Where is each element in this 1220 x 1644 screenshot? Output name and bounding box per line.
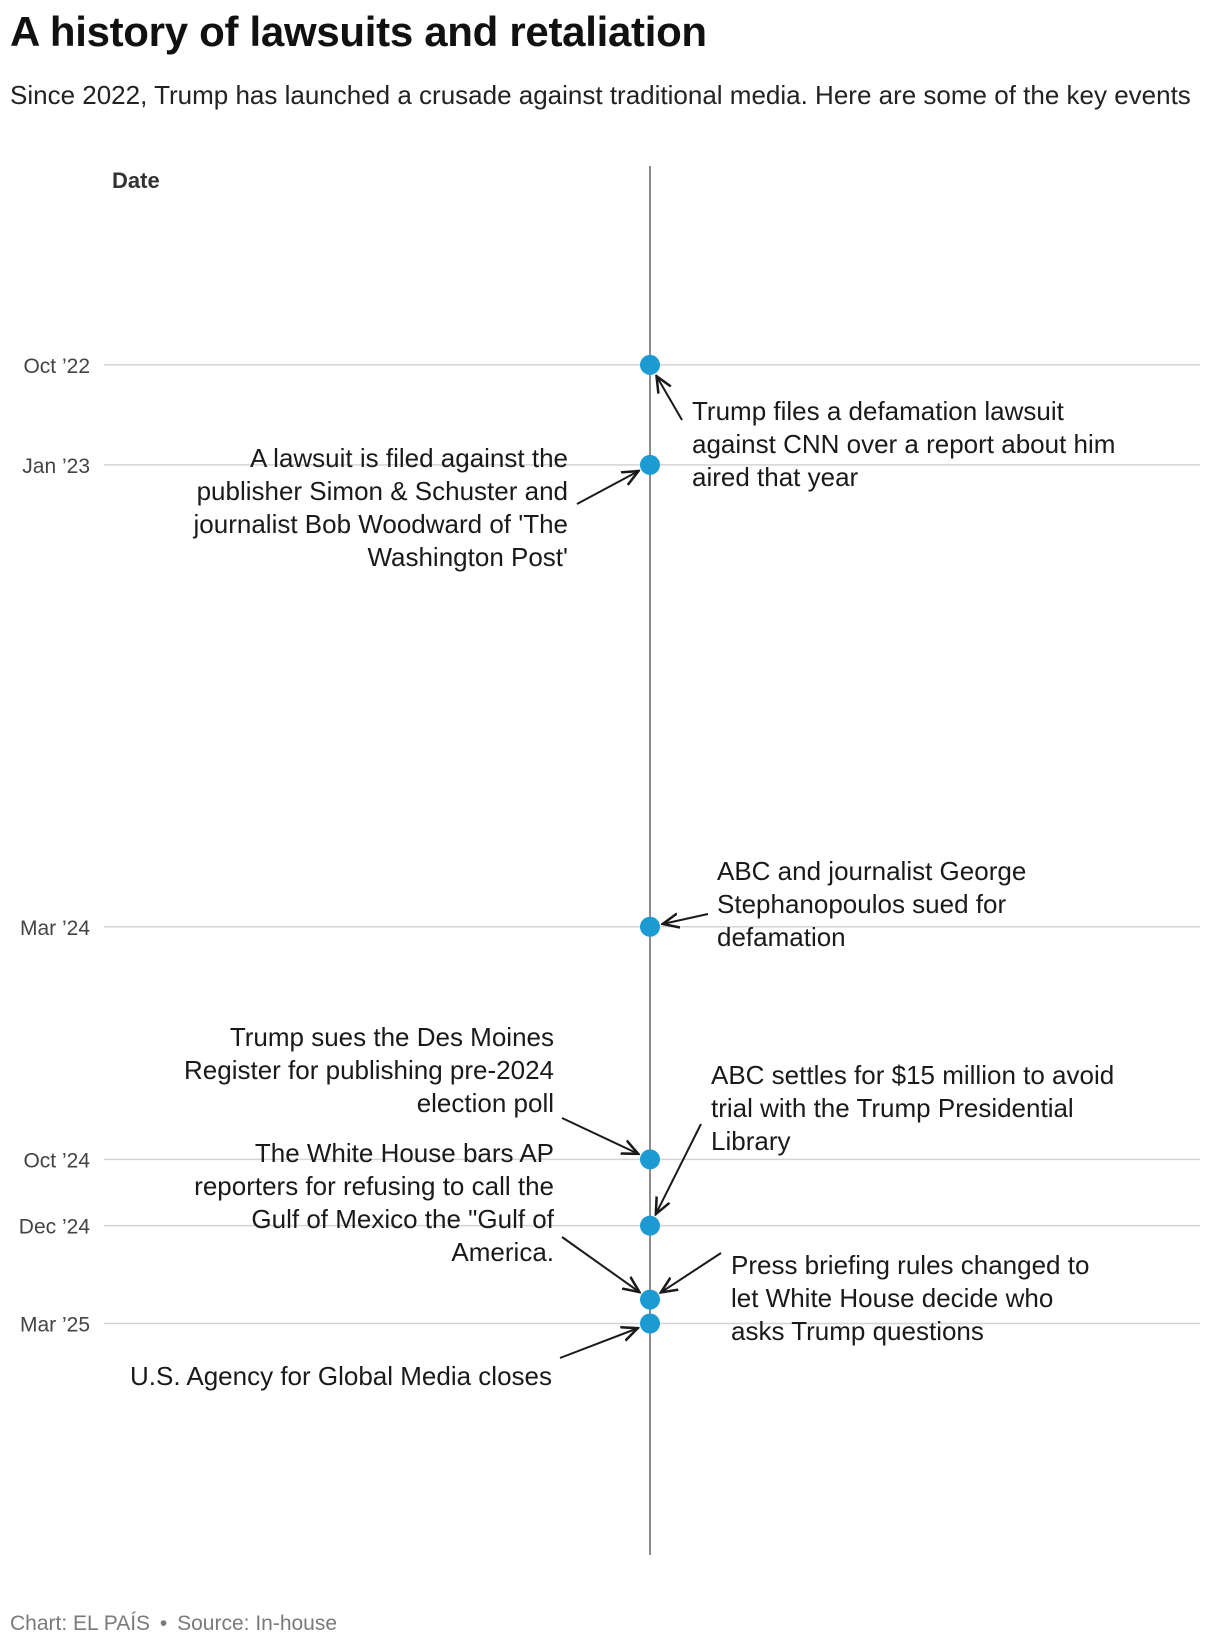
annotation-line: A lawsuit is filed against the [250, 443, 568, 473]
annotation-line: journalist Bob Woodward of 'The [193, 509, 568, 539]
annotation-arrow [562, 1118, 638, 1154]
annotation-line: aired that year [692, 462, 859, 492]
y-tick-label: Mar ’25 [19, 1313, 90, 1337]
annotation-arrow [577, 471, 639, 504]
annotation-line: defamation [717, 922, 846, 952]
annotation-arrow [663, 914, 708, 924]
annotation-arrows [560, 376, 721, 1358]
annotation-line: Library [711, 1126, 791, 1156]
footer-separator: • [159, 1612, 168, 1635]
annotation-line: Trump files a defamation lawsuit [692, 396, 1064, 426]
chart-credit: Chart: EL PAÍS [10, 1612, 151, 1635]
annotation-line: trial with the Trump Presidential [711, 1093, 1074, 1123]
event-annotation [193, 443, 568, 572]
y-tick-label: Mar ’24 [19, 916, 90, 940]
annotation-line: U.S. Agency for Global Media closes [130, 1361, 552, 1391]
annotation-line: America. [451, 1237, 554, 1267]
annotation-arrow [661, 1253, 721, 1292]
event-dot [640, 1149, 660, 1169]
chart-subtitle: Since 2022, Trump has launched a crusade against traditional media. Here are some of the key events [10, 80, 1191, 110]
annotation-line: The White House bars AP [254, 1138, 554, 1168]
annotation-line: asks Trump questions [731, 1316, 984, 1346]
event-annotation [194, 1138, 555, 1267]
annotation-arrow [657, 376, 682, 420]
y-axis-title: Date [112, 168, 160, 193]
event-annotation [130, 1361, 552, 1391]
event-dot [640, 1314, 660, 1334]
event-annotation [711, 1060, 1114, 1156]
annotation-arrow [560, 1328, 638, 1358]
event-annotation [731, 1250, 1089, 1346]
annotation-line: Trump sues the Des Moines [229, 1022, 554, 1052]
event-annotation [692, 396, 1115, 492]
annotation-line: Gulf of Mexico the "Gulf of [251, 1204, 554, 1234]
annotation-line: ABC and journalist George [717, 856, 1027, 886]
annotation-arrow [656, 1124, 701, 1214]
annotation-line: ABC settles for $15 million to avoid [711, 1060, 1115, 1090]
event-dot [640, 1290, 660, 1310]
event-dot [640, 355, 660, 375]
annotation-arrow [562, 1237, 639, 1292]
annotation-line: let White House decide who [731, 1283, 1054, 1313]
event-annotation [184, 1022, 554, 1118]
event-annotation [717, 856, 1026, 952]
annotation-line: Stephanopoulos sued for [717, 889, 1007, 919]
event-dot [640, 455, 660, 475]
annotation-line: Washington Post' [367, 542, 568, 572]
y-tick-label: Jan ’23 [22, 454, 90, 478]
annotation-line: election poll [416, 1088, 554, 1118]
source-credit: Source: In-house [177, 1612, 338, 1635]
y-axis-ticks [19, 355, 91, 1337]
y-tick-label: Oct ’24 [23, 1149, 90, 1173]
annotation-line: against CNN over a report about him [692, 429, 1116, 459]
annotation-line: publisher Simon & Schuster and [196, 476, 568, 506]
event-dot [640, 1216, 660, 1236]
annotation-line: Register for publishing pre-2024 [184, 1055, 554, 1085]
footer [10, 1612, 337, 1636]
event-annotations [130, 396, 1115, 1391]
y-tick-label: Oct ’22 [23, 354, 90, 378]
event-dot [640, 917, 660, 937]
chart-title: A history of lawsuits and retaliation [10, 8, 707, 55]
annotation-line: reporters for refusing to call the [194, 1171, 554, 1201]
annotation-line: Press briefing rules changed to [731, 1250, 1090, 1280]
y-tick-label: Dec ’24 [18, 1215, 90, 1239]
